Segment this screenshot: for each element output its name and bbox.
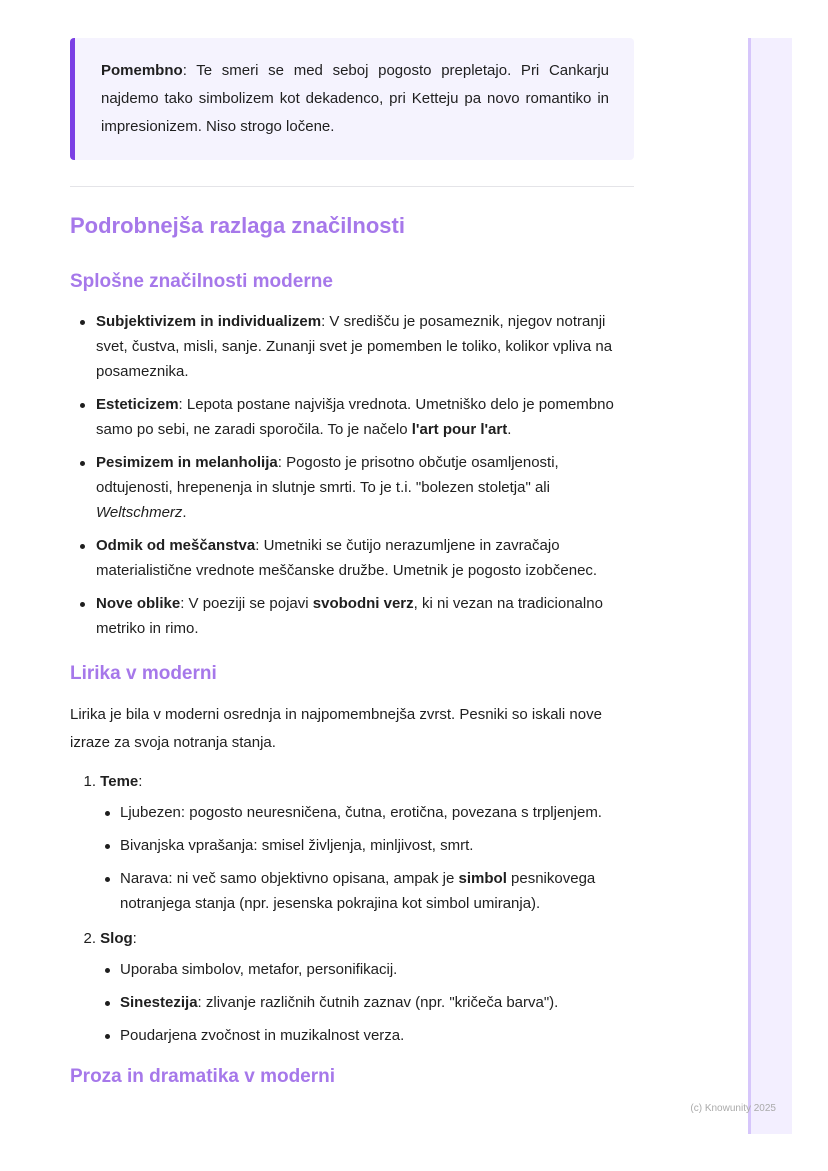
style-sublist [70, 957, 634, 1048]
list-item-emphasis: l'art pour l'art [411, 421, 508, 438]
lyric-intro: Lirika je bila v moderni osrednja in najpomembnejša zvrst. Pesniki so iskali nove izraze za svoja notranja stanja. [70, 706, 602, 751]
numbered-item-themes [70, 769, 634, 916]
sublist-item: Ljubezen: pogosto neuresničena, čutna, erotična, povezana s trpljenjem. [70, 800, 634, 825]
list-item-italic: Weltschmerz [96, 504, 183, 521]
item-title: Teme [100, 773, 139, 790]
list-item [70, 309, 634, 384]
list-item [70, 392, 634, 442]
important-callout [70, 38, 634, 160]
list-item-text: : V poeziji se pojavi [180, 595, 313, 612]
list-item [70, 450, 634, 525]
item-number: 1. [83, 773, 96, 790]
list-item [70, 591, 634, 641]
section-title: Podrobnejša razlaga značilnosti [70, 213, 405, 238]
next-section-heading: Proza in dramatika v moderni [70, 1066, 336, 1087]
copyright-footer: (c) Knowunity 2025 [690, 1103, 776, 1114]
numbered-item-style [70, 926, 634, 1048]
sublist-item: Uporaba simbolov, metafor, personifikacij. [70, 957, 634, 982]
list-item-term: Subjektivizem in individualizem [96, 313, 322, 330]
list-item-emphasis: svobodni verz [312, 595, 414, 612]
general-list [70, 309, 634, 641]
list-item-term: Pesimizem in melanholija [96, 454, 278, 471]
list-item-text-end: . [507, 421, 512, 438]
sublist-item [70, 990, 634, 1015]
callout-label: Pomembno [101, 62, 183, 79]
themes-sublist [70, 800, 634, 916]
item-title: Slog [100, 930, 133, 947]
list-item-text: : Pogosto je prisotno občutje osamljenosti, odtujenosti, hrepenenja in slutnje smrti. To je t.i. "bolezen stoletja" ali [96, 454, 559, 496]
list-item-text: : Umetniki se čutijo nerazumljene in zavračajo materialistične vrednote meščanske družbe. Umetnik je pogosto izobčenec. [96, 537, 598, 579]
callout-text: : Te smeri se med seboj pogosto prepletajo. Pri Cankarju najdemo tako simbolizem kot dekadenco, pri Ketteju pa novo romantiko in impresionizem. Niso strogo ločene. [101, 62, 609, 135]
list-item [70, 533, 634, 583]
document-content [70, 38, 634, 1104]
sublist-item-text: : zlivanje različnih čutnih zaznav (npr. "kričeča barva"). [197, 994, 559, 1011]
sublist-item-text: Narava: ni več samo objektivno opisana, ampak je [120, 870, 459, 887]
item-colon: : [138, 773, 143, 790]
divider [70, 186, 634, 187]
list-item-text: : V središču je posameznik, njegov notranji svet, čustva, misli, sanje. Zunanji svet je pomemben le toliko, kolikor vpliva na posameznika. [96, 313, 613, 380]
item-colon: : [132, 930, 137, 947]
item-number: 2. [83, 930, 96, 947]
list-item-text: : Lepota postane najvišja vrednota. Umetniško delo je pomembno samo po sebi, ne zaradi sporočila. To je načelo [96, 396, 614, 438]
general-heading: Splošne značilnosti moderne [70, 271, 333, 292]
sublist-item: Bivanjska vprašanja: smisel življenja, minljivost, smrt. [70, 833, 634, 858]
sublist-item-text-end: pesnikovega notranjega stanja (npr. jesenska pokrajina kot simbol umiranja). [120, 870, 596, 912]
lyric-numbered-list [70, 769, 634, 1048]
list-item-text-end: , ki ni vezan na tradicionalno metriko in rimo. [96, 595, 603, 637]
right-margin-panel [748, 38, 792, 1134]
sublist-item-emphasis: simbol [458, 870, 507, 887]
sublist-item [70, 866, 634, 916]
sublist-item-term: Sinestezija [120, 994, 198, 1011]
list-item-term: Odmik od meščanstva [96, 537, 256, 554]
list-item-term: Nove oblike [96, 595, 181, 612]
right-margin-rule [748, 38, 751, 1134]
sublist-item: Poudarjena zvočnost in muzikalnost verza. [70, 1023, 634, 1048]
lyric-heading: Lirika v moderni [70, 663, 217, 684]
list-item-text-end: . [182, 504, 187, 521]
list-item-term: Esteticizem [96, 396, 179, 413]
